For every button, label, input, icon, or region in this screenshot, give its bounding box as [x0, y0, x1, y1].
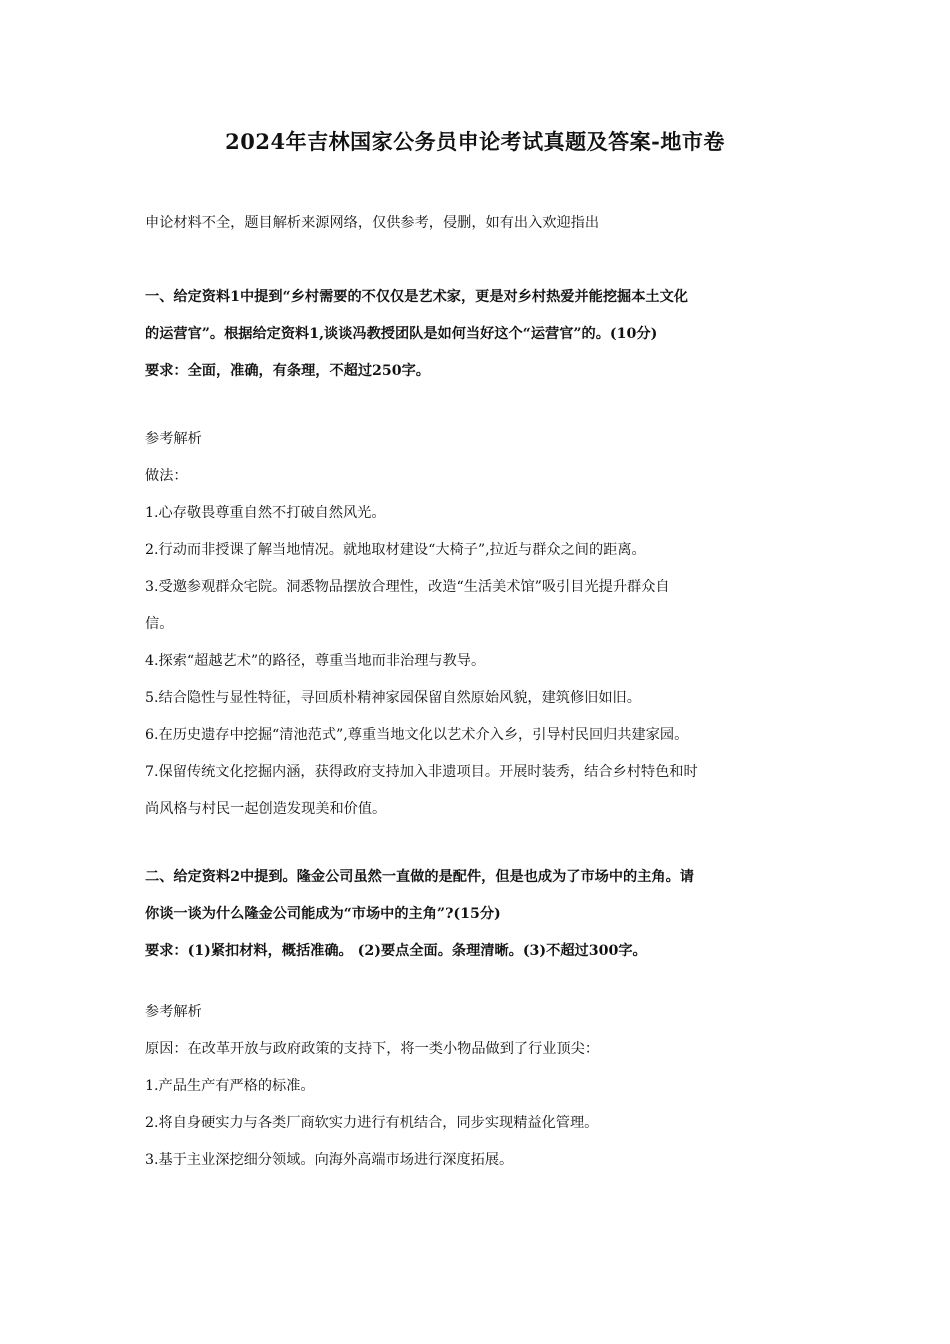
answer-1-item: 尚风格与村民一起创造发现美和价值。: [145, 801, 387, 817]
question-2-line-1: 二、给定资料2中提到。隆金公司虽然一直做的是配件，但是也成为了市场中的主角。请: [145, 869, 694, 885]
answer-2-item: 2.将自身硬实力与各类厂商软实力进行有机结合，同步实现精益化管理。: [145, 1115, 599, 1131]
page-title: 2024年吉林国家公务员申论考试真题及答案-地市卷: [225, 129, 725, 154]
answer-1-item: 7.保留传统文化挖掘内涵，获得政府支持加入非遗项目。开展时装秀，结合乡村特色和时: [145, 764, 698, 780]
question-1-requirement: 要求：全面，准确，有条理，不超过250字。: [145, 363, 430, 379]
answer-1-item: 1.心存敬畏尊重自然不打破自然风光。: [145, 505, 386, 521]
question-1-intro: 做法：: [145, 468, 188, 484]
answer-1-item: 5.结合隐性与显性特征，寻回质朴精神家园保留自然原始风貌，建筑修旧如旧。: [145, 690, 641, 706]
answer-1-item: 4.探索“超越艺术”的路径，尊重当地而非治理与教导。: [145, 653, 486, 669]
answer-1-item: 2.行动而非授课了解当地情况。就地取材建设“大椅子”,拉近与群众之间的距离。: [145, 542, 646, 558]
answer-1-item: 3.受邀参观群众宅院。洞悉物品摆放合理性，改造“生活美术馆”吸引目光提升群众自: [145, 579, 670, 595]
question-1-analysis-label: 参考解析: [145, 431, 202, 447]
question-2-intro: 原因：在改革开放与政府政策的支持下，将一类小物品做到了行业顶尖：: [145, 1041, 600, 1057]
question-1-line-1: 一、给定资料1中提到“乡村需要的不仅仅是艺术家，更是对乡村热爱并能挖掘本土文化: [145, 289, 688, 305]
disclaimer-text: 申论材料不全，题目解析来源网络，仅供参考，侵删，如有出入欢迎指出: [145, 215, 600, 231]
question-2-line-2: 你谈一谈为什么隆金公司能成为“市场中的主角”?(15分): [145, 906, 501, 922]
answer-2-item: 3.基于主业深挖细分领域。向海外高端市场进行深度拓展。: [145, 1152, 514, 1168]
question-1-line-2: 的运营官”。根据给定资料1,谈谈冯教授团队是如何当好这个“运营官”的。(10分): [145, 326, 658, 342]
answer-1-item: 信。: [145, 616, 174, 632]
answer-2-item: 1.产品生产有严格的标准。: [145, 1078, 315, 1094]
document-body: [145, 205, 810, 1179]
answer-1-item: 6.在历史遗存中挖掘“清池范式”,尊重当地文化以艺术介入乡，引导村民回归共建家园。: [145, 727, 689, 743]
question-2-analysis-label: 参考解析: [145, 1004, 202, 1020]
question-2-requirement: 要求：(1)紧扣材料，概括准确。 (2)要点全面。条理清晰。(3)不超过300字。: [145, 943, 647, 959]
